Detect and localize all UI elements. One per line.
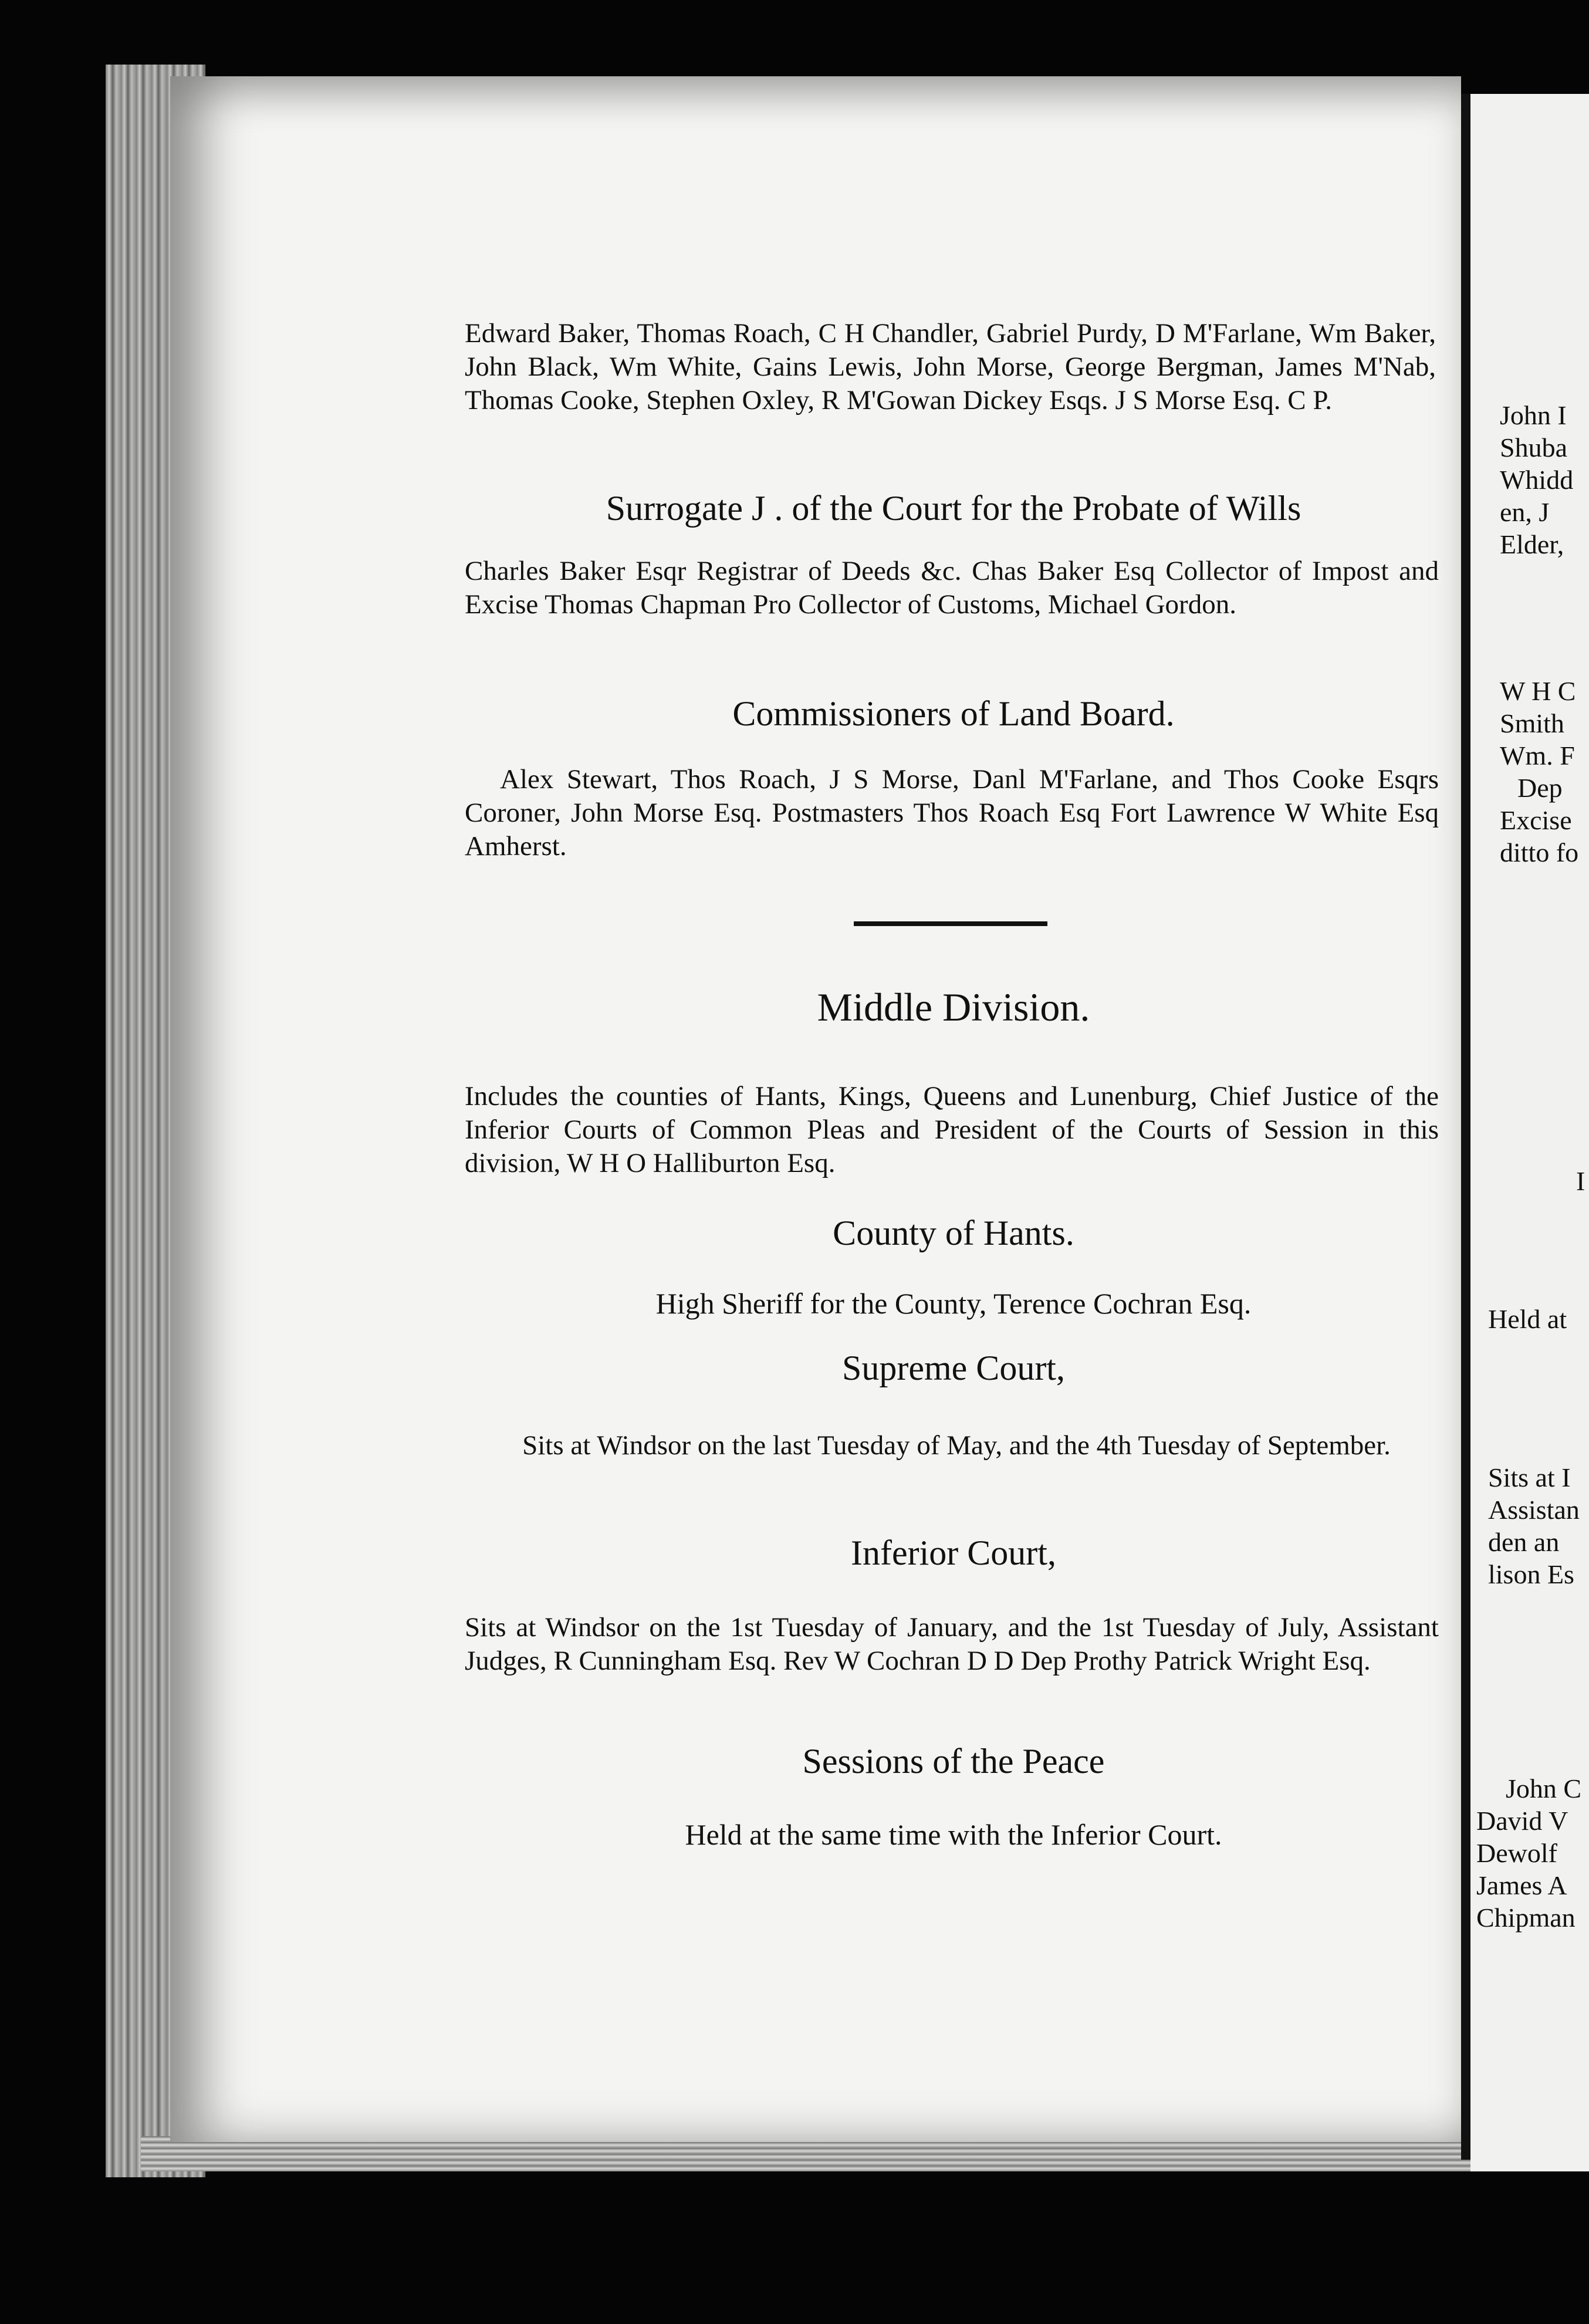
middle-division-paragraph: Includes the counties of Hants, Kings, Queens and Lunenburg, Chief Justice of the Inferior Courts of Common Pleas and President of the Courts of Session in this division, W H O Halliburton Esq. xyxy=(465,1081,1439,1178)
right-fragment: I xyxy=(1576,1166,1585,1196)
sessions-heading: Sessions of the Peace xyxy=(802,1742,1105,1781)
middle-division-heading: Middle Division. xyxy=(817,985,1090,1029)
registrar-paragraph: Charles Baker Esqr Registrar of Deeds &c. Chas Baker Esq Collector of Impost and Excise Thomas Chapman Pro Collector of Customs, Michael Gordon. xyxy=(465,556,1439,620)
right-fragment: ditto fo xyxy=(1500,837,1579,867)
right-fragment: Sits at I xyxy=(1488,1462,1571,1492)
county-heading: County of Hants. xyxy=(833,1214,1074,1252)
right-fragment: Elder, xyxy=(1500,529,1564,559)
right-page xyxy=(1470,94,1589,2171)
book-gutter xyxy=(1461,94,1470,2160)
land-board-heading: Commissioners of Land Board. xyxy=(732,694,1175,733)
surrogate-heading: Surrogate J . of the Court for the Probate of Wills xyxy=(606,489,1301,528)
right-fragment: den an xyxy=(1488,1527,1560,1557)
right-fragment: en, J xyxy=(1500,497,1550,527)
right-fragment: John I xyxy=(1500,400,1567,430)
right-fragment: Chipman xyxy=(1476,1903,1576,1933)
supreme-court-heading: Supreme Court, xyxy=(842,1349,1065,1387)
officials-paragraph: Edward Baker, Thomas Roach, C H Chandler, Gabriel Purdy, D M'Farlane, Wm Baker, John Black, Wm White, Gains Lewis, John Morse, George Bergman, James M'Nab, Thomas Cooke, Stephen Oxley, R M'Gowan Dickey Esqs. J S Morse Esq. C P. xyxy=(465,318,1436,416)
right-fragment: Excise xyxy=(1500,805,1572,835)
right-fragment: Smith xyxy=(1500,708,1564,738)
right-fragment: Held at xyxy=(1488,1304,1567,1334)
right-fragment: Dep xyxy=(1517,773,1563,803)
right-fragment: lison Es xyxy=(1488,1559,1574,1589)
right-fragment: Assistan xyxy=(1488,1495,1580,1525)
supreme-court-paragraph: Sits at Windsor on the last Tuesday of May, and the 4th Tuesday of September. xyxy=(522,1430,1391,1461)
sheriff-line: High Sheriff for the County, Terence Cochran Esq. xyxy=(655,1287,1252,1320)
land-board-paragraph: Alex Stewart, Thos Roach, J S Morse, Danl M'Farlane, and Thos Cooke Esqrs Coroner, John Morse Esq. Postmasters Thos Roach Esq Fort Lawrence W White Esq Amherst. xyxy=(465,764,1439,862)
right-fragment: Whidd xyxy=(1500,465,1574,495)
right-fragment: Wm. F xyxy=(1500,741,1575,771)
right-fragment: James A xyxy=(1476,1870,1567,1900)
right-fragment: John C xyxy=(1506,1774,1582,1803)
inferior-court-paragraph: Sits at Windsor on the 1st Tuesday of January, and the 1st Tuesday of July, Assistant Judges, R Cunningham Esq. Rev W Cochran D D Dep Prothy Patrick Wright Esq. xyxy=(465,1612,1439,1676)
right-fragment: Shuba xyxy=(1500,433,1567,462)
right-fragment: Dewolf xyxy=(1476,1838,1557,1868)
right-fragment: W H C xyxy=(1500,676,1576,706)
right-fragment: David V xyxy=(1476,1806,1568,1836)
sessions-line: Held at the same time with the Inferior Court. xyxy=(685,1818,1222,1851)
inferior-court-heading: Inferior Court, xyxy=(851,1533,1056,1572)
section-divider-rule xyxy=(854,921,1047,926)
